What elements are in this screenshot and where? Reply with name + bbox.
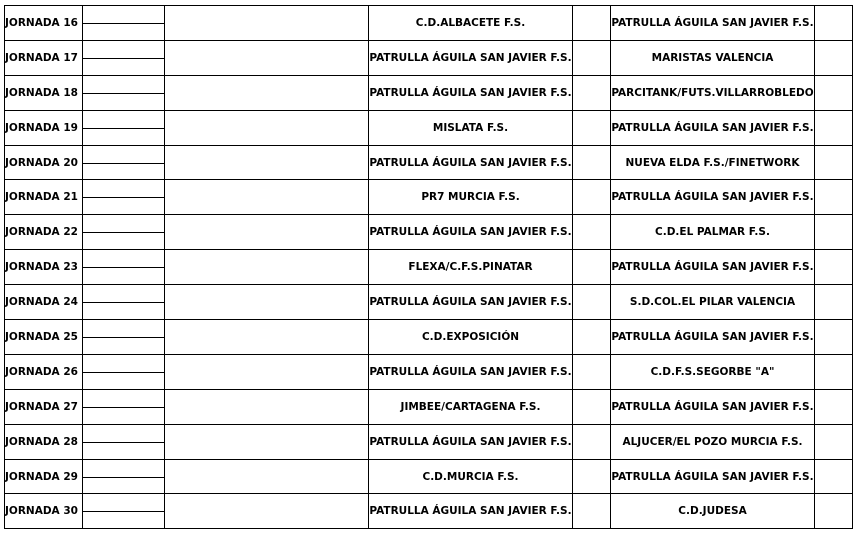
date-cell	[83, 354, 165, 389]
table-row	[5, 145, 853, 180]
jornada-label: JORNADA 16	[5, 6, 83, 41]
jornada-label: JORNADA 25	[5, 320, 83, 355]
date-cell	[83, 320, 165, 355]
home-team: FLEXA/C.F.S.PINATAR	[369, 250, 573, 285]
home-team: PATRULLA ÁGUILA SAN JAVIER F.S.	[369, 145, 573, 180]
table-row	[5, 215, 853, 250]
venue-cell	[165, 494, 369, 529]
date-divider-line	[83, 128, 164, 129]
jornada-label: JORNADA 22	[5, 215, 83, 250]
date-divider-line	[83, 267, 164, 268]
away-team: PATRULLA ÁGUILA SAN JAVIER F.S.	[611, 110, 815, 145]
away-team: MARISTAS VALENCIA	[611, 40, 815, 75]
date-cell	[83, 75, 165, 110]
jornada-label: JORNADA 21	[5, 180, 83, 215]
away-score-cell	[815, 354, 853, 389]
home-score-cell	[573, 459, 611, 494]
away-team: C.D.F.S.SEGORBE "A"	[611, 354, 815, 389]
venue-cell	[165, 40, 369, 75]
date-divider-line	[83, 442, 164, 443]
away-team: PATRULLA ÁGUILA SAN JAVIER F.S.	[611, 459, 815, 494]
venue-cell	[165, 75, 369, 110]
venue-cell	[165, 180, 369, 215]
date-cell	[83, 459, 165, 494]
table-row	[5, 110, 853, 145]
away-score-cell	[815, 6, 853, 41]
jornada-label: JORNADA 26	[5, 354, 83, 389]
away-team: PATRULLA ÁGUILA SAN JAVIER F.S.	[611, 6, 815, 41]
home-team: C.D.MURCIA F.S.	[369, 459, 573, 494]
date-cell	[83, 6, 165, 41]
jornada-label: JORNADA 30	[5, 494, 83, 529]
date-divider-line	[83, 163, 164, 164]
away-score-cell	[815, 75, 853, 110]
home-team: MISLATA F.S.	[369, 110, 573, 145]
home-score-cell	[573, 354, 611, 389]
venue-cell	[165, 354, 369, 389]
away-team: PATRULLA ÁGUILA SAN JAVIER F.S.	[611, 320, 815, 355]
date-divider-line	[83, 511, 164, 512]
date-divider-line	[83, 232, 164, 233]
home-team: PATRULLA ÁGUILA SAN JAVIER F.S.	[369, 215, 573, 250]
table-row	[5, 285, 853, 320]
schedule-body	[5, 6, 853, 529]
home-team: PATRULLA ÁGUILA SAN JAVIER F.S.	[369, 354, 573, 389]
venue-cell	[165, 250, 369, 285]
table-row	[5, 389, 853, 424]
date-cell	[83, 494, 165, 529]
home-team: C.D.ALBACETE F.S.	[369, 6, 573, 41]
home-score-cell	[573, 389, 611, 424]
date-cell	[83, 145, 165, 180]
schedule-table	[4, 5, 853, 529]
away-team: ALJUCER/EL POZO MURCIA F.S.	[611, 424, 815, 459]
venue-cell	[165, 459, 369, 494]
table-row	[5, 494, 853, 529]
table-row	[5, 250, 853, 285]
home-score-cell	[573, 250, 611, 285]
home-team: PATRULLA ÁGUILA SAN JAVIER F.S.	[369, 494, 573, 529]
jornada-label: JORNADA 18	[5, 75, 83, 110]
home-score-cell	[573, 75, 611, 110]
date-divider-line	[83, 197, 164, 198]
away-team: PATRULLA ÁGUILA SAN JAVIER F.S.	[611, 180, 815, 215]
home-score-cell	[573, 494, 611, 529]
table-row	[5, 75, 853, 110]
home-team: PR7 MURCIA F.S.	[369, 180, 573, 215]
away-score-cell	[815, 180, 853, 215]
venue-cell	[165, 389, 369, 424]
table-row	[5, 6, 853, 41]
date-cell	[83, 424, 165, 459]
date-cell	[83, 215, 165, 250]
venue-cell	[165, 110, 369, 145]
away-score-cell	[815, 250, 853, 285]
jornada-label: JORNADA 27	[5, 389, 83, 424]
home-score-cell	[573, 285, 611, 320]
home-score-cell	[573, 6, 611, 41]
home-score-cell	[573, 215, 611, 250]
away-team: PATRULLA ÁGUILA SAN JAVIER F.S.	[611, 389, 815, 424]
away-team: PATRULLA ÁGUILA SAN JAVIER F.S.	[611, 250, 815, 285]
date-divider-line	[83, 58, 164, 59]
away-team: C.D.JUDESA	[611, 494, 815, 529]
date-divider-line	[83, 372, 164, 373]
home-score-cell	[573, 110, 611, 145]
date-divider-line	[83, 477, 164, 478]
away-team: PARCITANK/FUTS.VILLARROBLEDO	[611, 75, 815, 110]
jornada-label: JORNADA 29	[5, 459, 83, 494]
away-score-cell	[815, 424, 853, 459]
jornada-label: JORNADA 28	[5, 424, 83, 459]
home-score-cell	[573, 145, 611, 180]
home-team: PATRULLA ÁGUILA SAN JAVIER F.S.	[369, 40, 573, 75]
home-score-cell	[573, 320, 611, 355]
away-team: S.D.COL.EL PILAR VALENCIA	[611, 285, 815, 320]
home-team: PATRULLA ÁGUILA SAN JAVIER F.S.	[369, 75, 573, 110]
date-cell	[83, 180, 165, 215]
home-team: PATRULLA ÁGUILA SAN JAVIER F.S.	[369, 424, 573, 459]
away-team: NUEVA ELDA F.S./FINETWORK	[611, 145, 815, 180]
venue-cell	[165, 145, 369, 180]
home-score-cell	[573, 180, 611, 215]
jornada-label: JORNADA 20	[5, 145, 83, 180]
venue-cell	[165, 285, 369, 320]
jornada-label: JORNADA 19	[5, 110, 83, 145]
venue-cell	[165, 424, 369, 459]
away-score-cell	[815, 145, 853, 180]
date-divider-line	[83, 337, 164, 338]
table-row	[5, 40, 853, 75]
away-score-cell	[815, 494, 853, 529]
away-score-cell	[815, 320, 853, 355]
jornada-label: JORNADA 24	[5, 285, 83, 320]
venue-cell	[165, 215, 369, 250]
date-divider-line	[83, 93, 164, 94]
date-cell	[83, 389, 165, 424]
away-score-cell	[815, 389, 853, 424]
date-cell	[83, 250, 165, 285]
home-score-cell	[573, 424, 611, 459]
home-score-cell	[573, 40, 611, 75]
away-score-cell	[815, 40, 853, 75]
home-team: PATRULLA ÁGUILA SAN JAVIER F.S.	[369, 285, 573, 320]
away-team: C.D.EL PALMAR F.S.	[611, 215, 815, 250]
date-cell	[83, 40, 165, 75]
away-score-cell	[815, 285, 853, 320]
venue-cell	[165, 6, 369, 41]
date-cell	[83, 285, 165, 320]
away-score-cell	[815, 215, 853, 250]
table-row	[5, 180, 853, 215]
date-divider-line	[83, 407, 164, 408]
date-divider-line	[83, 23, 164, 24]
home-team: C.D.EXPOSICIÓN	[369, 320, 573, 355]
jornada-label: JORNADA 23	[5, 250, 83, 285]
away-score-cell	[815, 110, 853, 145]
table-row	[5, 354, 853, 389]
table-row	[5, 424, 853, 459]
venue-cell	[165, 320, 369, 355]
date-cell	[83, 110, 165, 145]
jornada-label: JORNADA 17	[5, 40, 83, 75]
table-row	[5, 459, 853, 494]
away-score-cell	[815, 459, 853, 494]
home-team: JIMBEE/CARTAGENA F.S.	[369, 389, 573, 424]
table-row	[5, 320, 853, 355]
date-divider-line	[83, 302, 164, 303]
